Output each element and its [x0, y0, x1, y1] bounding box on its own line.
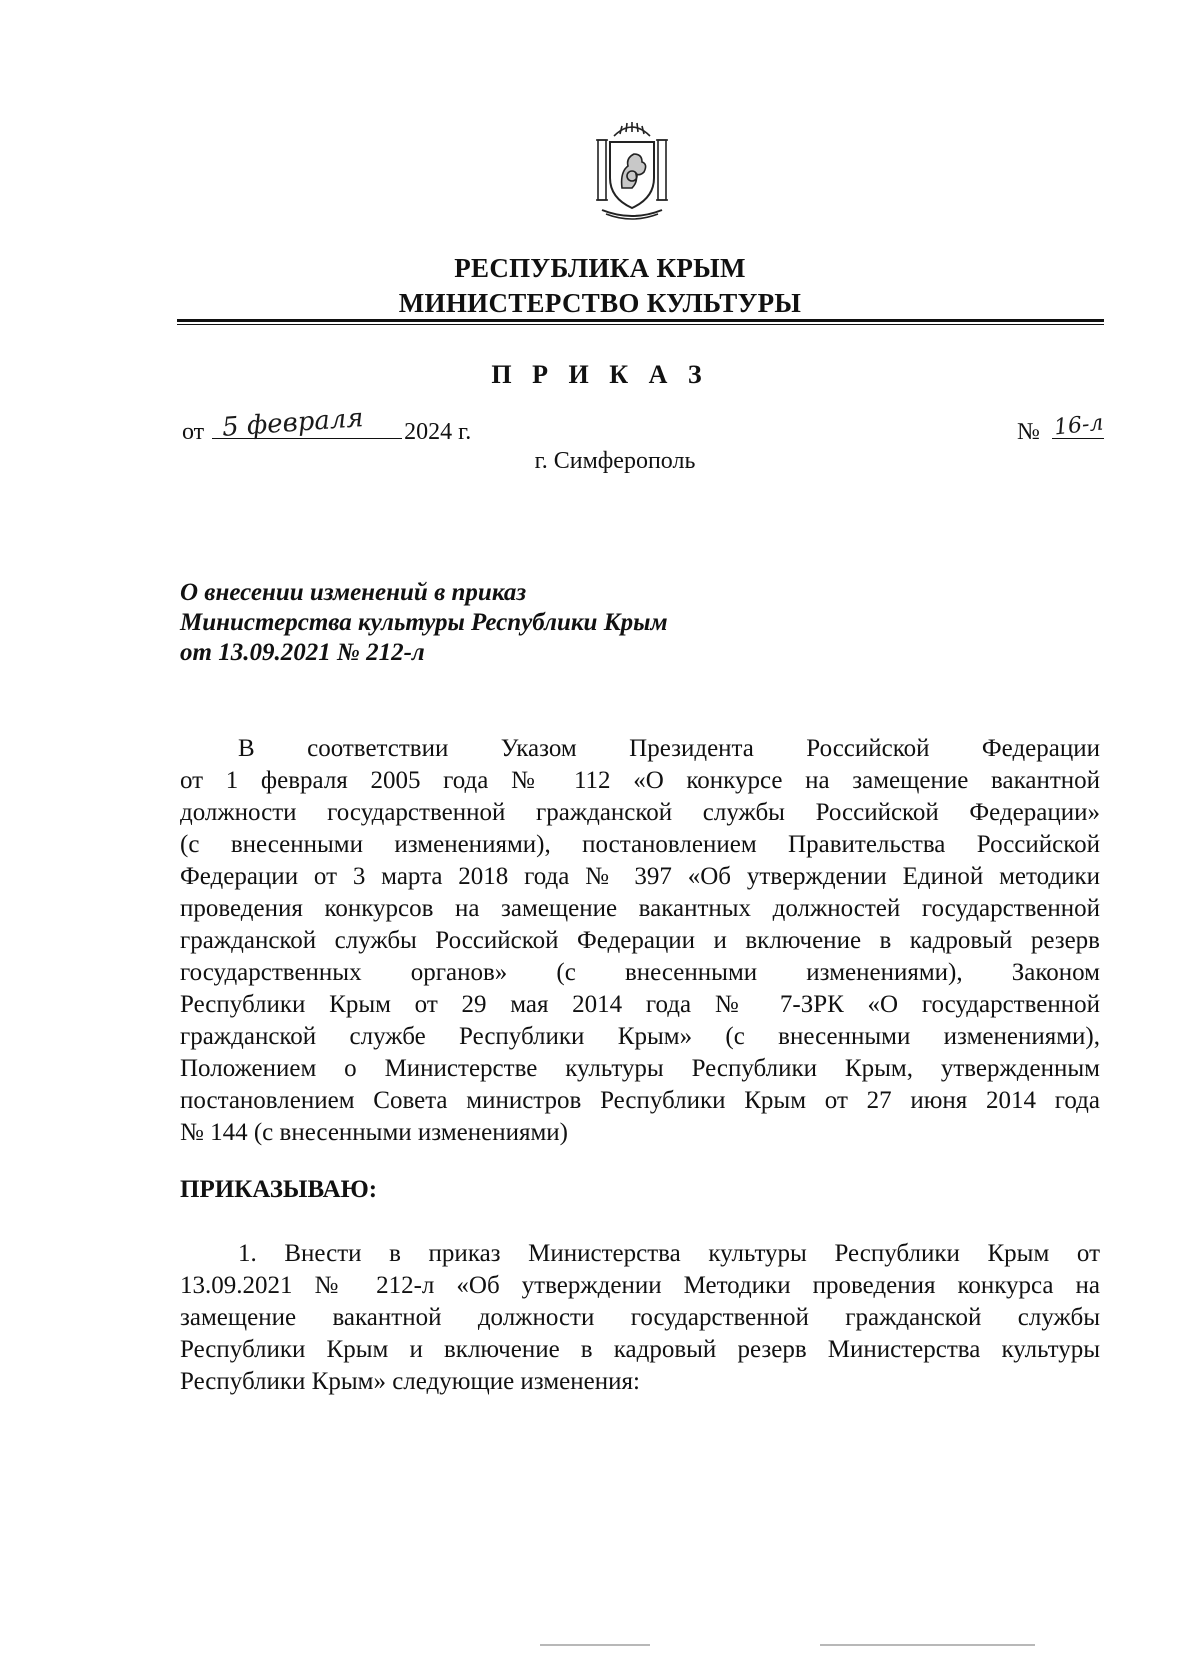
subject-line: от 13.09.2021 № 212-л: [180, 639, 425, 666]
number-handwritten: 16-л: [1052, 410, 1105, 441]
preamble-line: В соответствии Указом Президента Российской Федерации: [238, 735, 1100, 762]
date-prefix: от: [182, 419, 205, 445]
city: г. Симферополь: [534, 448, 696, 474]
preamble-line: Республики Крым от 29 мая 2014 года № 7-ЗРК «О государственной: [180, 991, 1100, 1018]
item-line: замещение вакантной должности государственной гражданской службы: [180, 1304, 1100, 1331]
preamble-line: Федерации от 3 марта 2018 года № 397 «Об утверждении Единой методики: [180, 863, 1100, 890]
document-subject: [180, 578, 668, 668]
preamble-line: гражданской службе Республики Крым» (с внесенными изменениями),: [180, 1023, 1100, 1050]
preamble-line: Положением о Министерстве культуры Республики Крым, утвержденным: [180, 1055, 1100, 1082]
order-item-1: [180, 1238, 1100, 1398]
date-year: 2024 г.: [404, 419, 472, 445]
preamble-line: (с внесенными изменениями), постановлением Правительства Российской: [180, 831, 1100, 858]
date-field: [212, 403, 402, 443]
preamble-line: должности государственной гражданской службы Российской Федерации»: [180, 799, 1100, 826]
order-number: [1017, 410, 1105, 446]
header-rule: [177, 319, 1104, 322]
subject-line: Министерства культуры Республики Крым: [180, 609, 668, 636]
item-line: Республики Крым и включение в кадровый резерв Министерства культуры: [180, 1336, 1100, 1363]
preamble-line: № 144 (с внесенными изменениями): [180, 1119, 569, 1146]
preamble-line: постановлением Совета министров Республики Крым от 27 июня 2014 года: [180, 1087, 1100, 1114]
number-prefix: №: [1017, 419, 1040, 445]
preamble-line: проведения конкурсов на замещение вакантных должностей государственной: [180, 895, 1100, 922]
item-line: 1. Внести в приказ Министерства культуры Республики Крым от: [238, 1240, 1100, 1267]
document-type: П Р И К А З: [491, 360, 709, 389]
item-line: Республики Крым» следующие изменения:: [180, 1368, 640, 1395]
subject-line: О внесении изменений в приказ: [180, 579, 527, 606]
preamble-line: государственных органов» (с внесенными изменениями), Законом: [180, 959, 1100, 986]
number-field: [1052, 410, 1105, 441]
scan-artifact: [540, 1644, 650, 1646]
header-republic: РЕСПУБЛИКА КРЫМ: [454, 253, 746, 283]
order-date: [182, 403, 472, 446]
preamble-line: гражданской службы Российской Федерации и включение в кадровый резерв: [180, 927, 1100, 954]
item-line: 13.09.2021 № 212-л «Об утверждении Методики проведения конкурса на: [180, 1272, 1100, 1299]
preamble-paragraph: [180, 733, 1100, 1149]
crimea-coat-of-arms-icon: [592, 120, 672, 224]
header-ministry: МИНИСТЕРСТВО КУЛЬТУРЫ: [398, 288, 802, 318]
header-rule-thin: [177, 324, 1104, 325]
scan-artifact: [820, 1644, 1035, 1646]
date-handwritten: 5 февраля: [221, 403, 365, 443]
preamble-line: от 1 февраля 2005 года № 112 «О конкурсе на замещение вакантной: [180, 767, 1100, 794]
orders-heading: ПРИКАЗЫВАЮ:: [180, 1176, 378, 1203]
